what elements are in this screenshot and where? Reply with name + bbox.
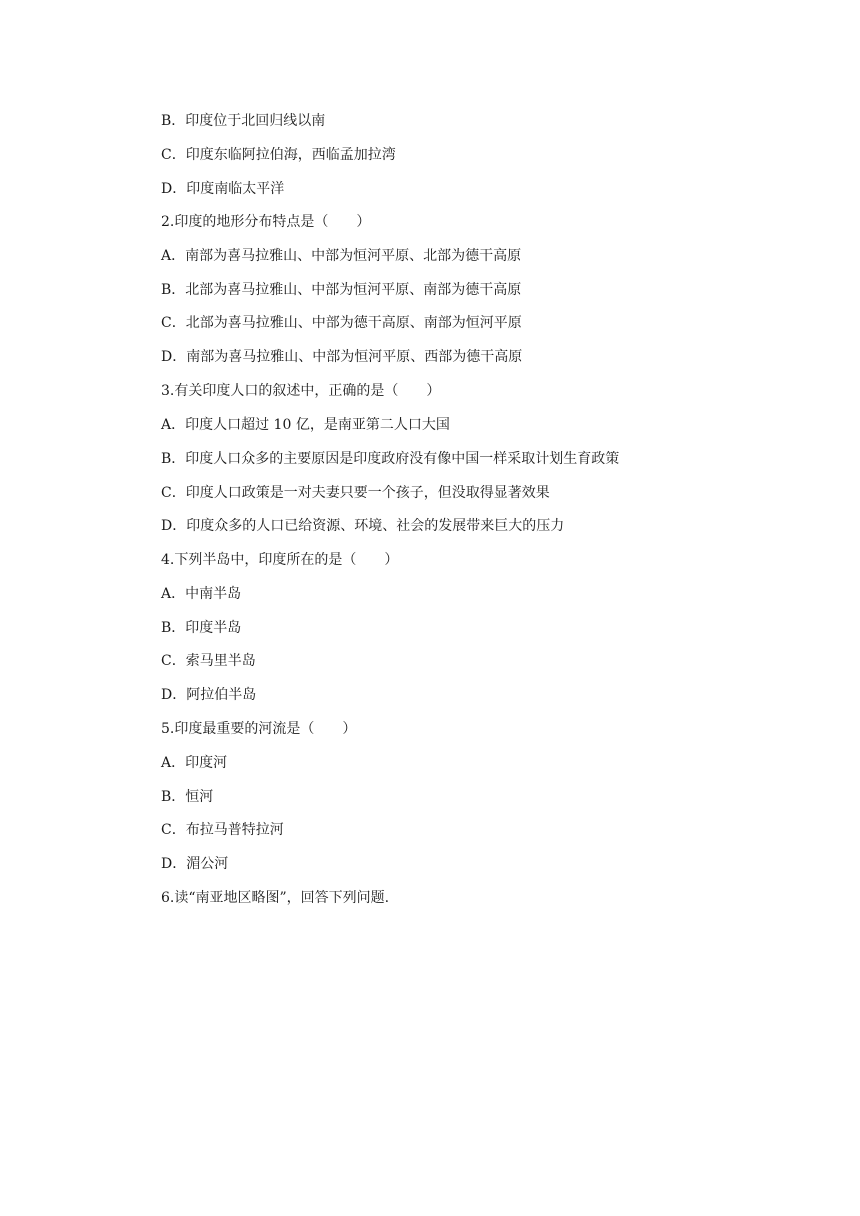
q4-option-a: A．中南半岛 (161, 586, 242, 602)
q5-option-c: C．布拉马普特拉河 (161, 822, 284, 838)
question-4-stem: 4.下列半岛中，印度所在的是（ ） (161, 552, 399, 568)
q5-option-a: A．印度河 (161, 755, 228, 771)
q5-option-b: B．恒河 (161, 789, 214, 805)
q3-option-d: D．印度众多的人口已给资源、环境、社会的发展带来巨大的压力 (161, 518, 565, 534)
question-3-stem: 3.有关印度人口的叙述中，正确的是（ ） (161, 383, 441, 399)
q4-option-b: B．印度半岛 (161, 620, 242, 636)
q1-option-d: D．印度南临太平洋 (161, 181, 285, 197)
q1-option-c: C．印度东临阿拉伯海，西临孟加拉湾 (161, 147, 396, 163)
q4-option-c: C．索马里半岛 (161, 653, 256, 669)
question-5-stem: 5.印度最重要的河流是（ ） (161, 721, 357, 737)
q3-option-b: B．印度人口众多的主要原因是印度政府没有像中国一样采取计划生育政策 (161, 451, 620, 467)
q2-option-b: B．北部为喜马拉雅山、中部为恒河平原、南部为德干高原 (161, 282, 522, 298)
q2-option-c: C．北部为喜马拉雅山、中部为德干高原、南部为恒河平原 (161, 315, 522, 331)
q2-option-a: A．南部为喜马拉雅山、中部为恒河平原、北部为德干高原 (161, 248, 522, 264)
q2-option-d: D．南部为喜马拉雅山、中部为恒河平原、西部为德干高原 (161, 349, 523, 365)
q3-option-c: C．印度人口政策是一对夫妻只要一个孩子，但没取得显著效果 (161, 485, 550, 501)
q4-option-d: D．阿拉伯半岛 (161, 687, 257, 703)
question-2-stem: 2.印度的地形分布特点是（ ） (161, 214, 371, 230)
q5-option-d: D．湄公河 (161, 856, 229, 872)
question-6-stem: 6.读“南亚地区略图”，回答下列问题. (161, 890, 390, 906)
q3-option-a: A．印度人口超过 10 亿，是南亚第二人口大国 (161, 417, 450, 433)
q1-option-b: B．印度位于北回归线以南 (161, 113, 326, 129)
